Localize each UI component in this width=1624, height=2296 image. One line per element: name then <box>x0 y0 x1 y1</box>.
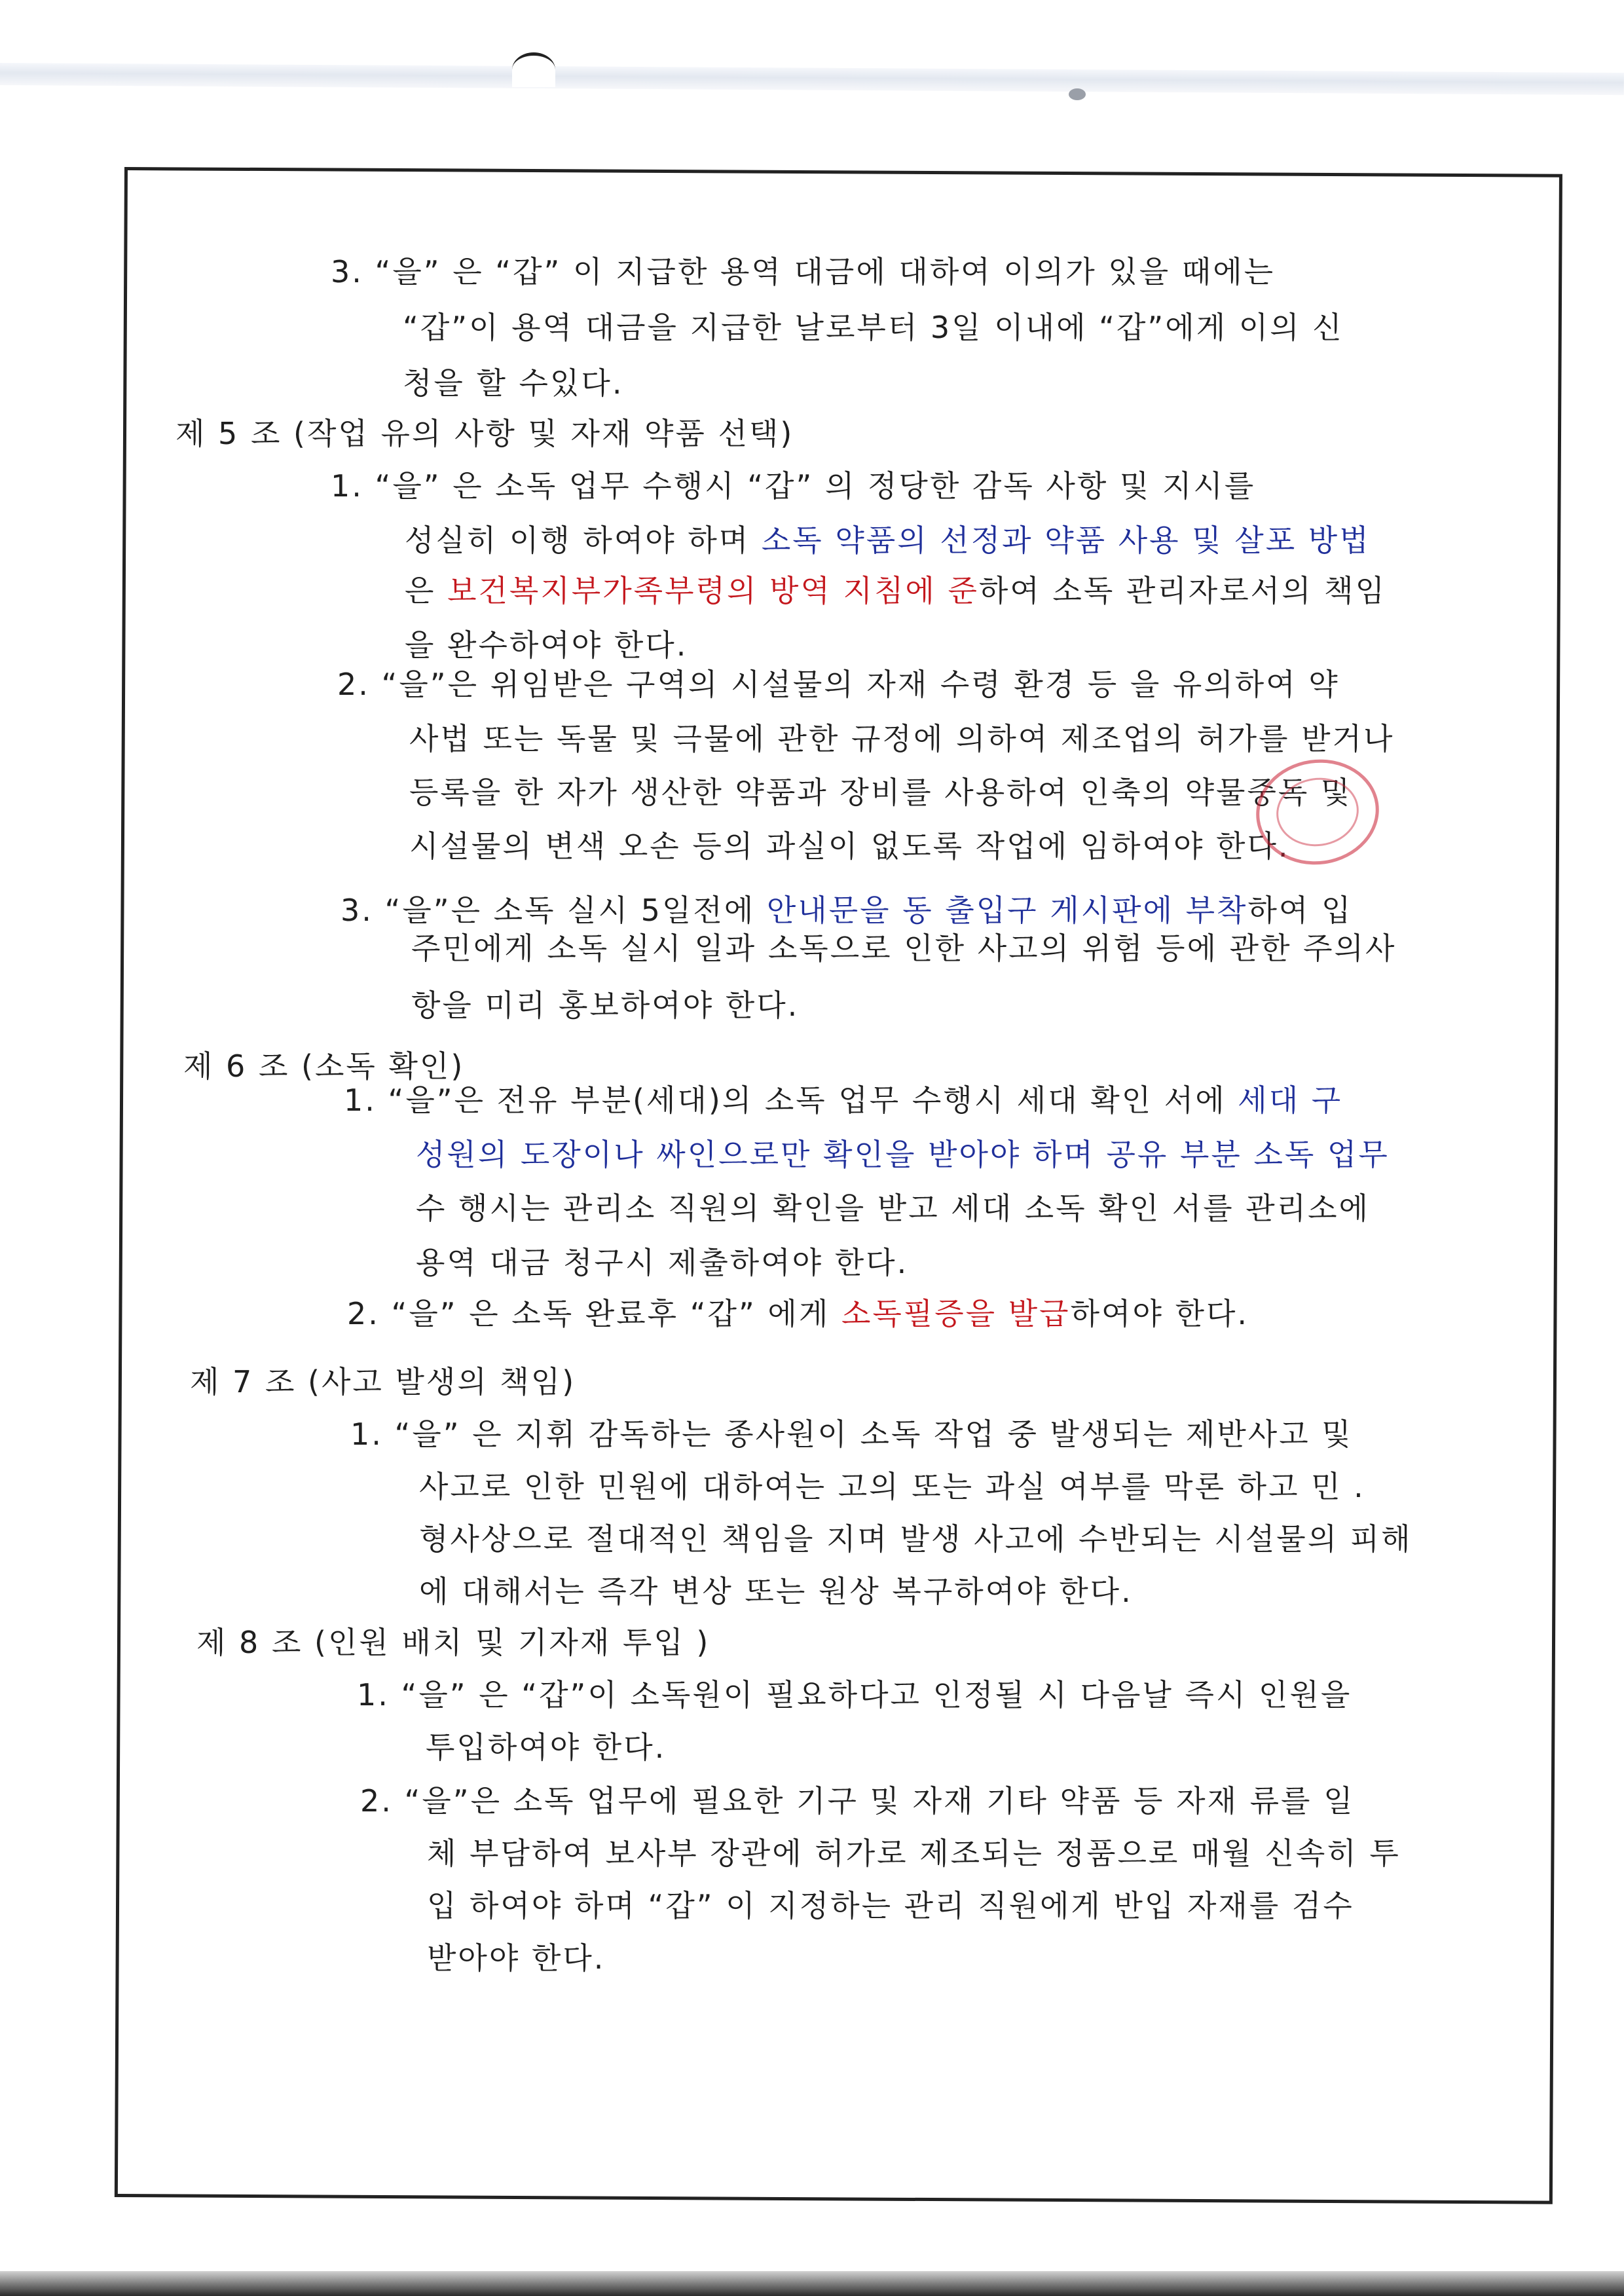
highlighted-text-red: 보건복지부가족부령의 방역 지침에 준 <box>447 573 979 608</box>
article4-item3-line2 <box>403 308 1477 347</box>
line-text: 사법 또는 독물 및 극물에 관한 규정에 의하여 제조업의 허가를 받거나 <box>409 721 1395 756</box>
line-text: 용역 대금 청구시 제출하여야 한다. <box>416 1245 909 1280</box>
line-text: 제 7 조 (사고 발생의 책임) <box>190 1364 576 1399</box>
article8-item1-line1 <box>357 1675 1509 1714</box>
line-text: 사고로 인한 민원에 대하여는 고의 또는 과실 여부를 막론 하고 민 . <box>419 1469 1365 1504</box>
line-text: 1. “을” 은 지휘 감독하는 종사원이 소독 작업 중 발생되는 제반사고 및 <box>350 1416 1353 1452</box>
article5-item2-line4 <box>409 826 1392 866</box>
line-text: 제 8 조 (인원 배치 및 기자재 투입 ) <box>196 1625 710 1660</box>
article7-title <box>190 1362 779 1401</box>
line-text: 등록을 한 자가 생산한 약품과 장비를 사용하여 인축의 약물중독 및 <box>409 775 1352 810</box>
line-text: 2. “을”은 위임받은 구역의 시설물의 자재 수령 환경 등 을 유의하여 약 <box>337 667 1340 702</box>
article8-title <box>196 1623 851 1662</box>
article8-item2-line3 <box>427 1886 1514 1925</box>
article7-item1-line3 <box>419 1519 1506 1559</box>
line-text: 을 완수하여야 한다. <box>405 627 688 663</box>
line-text: 제 6 조 (소독 확인) <box>183 1048 465 1084</box>
line-text: 3. “을”은 소독 실시 5일전에 <box>341 893 767 928</box>
article7-item1-line1 <box>350 1415 1503 1454</box>
highlighted-text-blue: 세대 구 <box>1238 1083 1343 1118</box>
article8-item2-line1 <box>360 1781 1513 1821</box>
article6-item1-line3 <box>416 1189 1496 1228</box>
red-seal-inner-ring <box>1272 773 1363 852</box>
line-text: 제 5 조 (작업 유의 사항 및 자재 약품 선택) <box>175 416 794 451</box>
article5-item1-line3 <box>405 571 1479 610</box>
article5-item3-line2 <box>411 929 1492 968</box>
article5-title <box>175 414 961 453</box>
line-text: 2. “을” 은 소독 완료후 “갑” 에게 <box>347 1296 841 1331</box>
line-text: 하여 소독 관리자로서의 책임 <box>978 573 1387 608</box>
article6-item1-line4 <box>416 1243 1005 1282</box>
line-text: 성실히 이행 하여야 하며 <box>405 523 762 558</box>
highlighted-text-blue: 안내문을 동 출입구 게시판에 부착 <box>766 893 1248 928</box>
line-text: 주민에게 소독 실시 일과 소독으로 인한 사고의 위험 등에 관한 주의사 <box>411 931 1397 966</box>
line-text: 항을 미리 홍보하여야 한다. <box>411 988 800 1023</box>
article6-item1-line1 <box>344 1081 1496 1120</box>
line-text: 시설물의 변색 오손 등의 과실이 없도록 작업에 임하여야 한다. <box>409 828 1290 864</box>
line-text: 청을 할 수있다. <box>403 365 624 401</box>
article8-item2-line2 <box>427 1834 1514 1873</box>
article4-item3-line3 <box>403 363 665 403</box>
line-text: “갑”이 용역 대금을 지급한 날로부터 3일 이내에 “갑”에게 이의 신 <box>403 310 1344 345</box>
highlighted-text-blue: 성원의 도장이나 싸인으로만 확인을 받아야 하며 공유 부분 소독 업무 <box>416 1137 1390 1172</box>
highlighted-text-red: 소독필증을 발급 <box>841 1296 1071 1331</box>
article5-item1-line1 <box>331 466 1477 506</box>
line-text: 3. “을” 은 “갑” 이 지급한 용역 대금에 대하여 이의가 있을 때에는 <box>331 254 1276 289</box>
article5-item2-line2 <box>409 719 1483 758</box>
line-text: 형사상으로 절대적인 책임을 지며 발생 사고에 수반되는 시설물의 피해 <box>419 1521 1412 1557</box>
line-text: 체 부담하여 보사부 장관에 허가로 제조되는 정품으로 매월 신속히 투 <box>427 1836 1401 1871</box>
article6-item2-line1 <box>347 1294 1421 1333</box>
article5-item3-line3 <box>411 986 935 1025</box>
article7-item1-line4 <box>419 1572 1244 1611</box>
line-text: 1. “을” 은 “갑”이 소독원이 필요하다고 인정될 시 다음날 즉시 인원을 <box>357 1677 1352 1713</box>
line-text: 투입하여야 한다. <box>426 1730 667 1765</box>
line-text: 하여 입 <box>1247 893 1353 928</box>
line-text: 받아야 한다. <box>427 1940 606 1976</box>
line-text: 수 행시는 관리소 직원의 확인을 받고 세대 소독 확인 서를 관리소에 <box>416 1191 1370 1226</box>
line-text: 1. “을” 은 소독 업무 수행시 “갑” 의 정당한 감독 사항 및 지시를 <box>331 468 1256 504</box>
line-text: 하여야 한다. <box>1070 1296 1249 1331</box>
line-text: 입 하여야 하며 “갑” 이 지정하는 관리 직원에게 반입 자재를 검수 <box>427 1888 1354 1923</box>
article7-item1-line2 <box>419 1467 1500 1506</box>
article4-item3-line1 <box>331 252 1477 291</box>
line-text: 1. “을”은 전유 부분(세대)의 소독 업무 수행시 세대 확인 서에 <box>344 1083 1238 1118</box>
highlighted-text-blue: 소독 약품의 선정과 약품 사용 및 살포 방법 <box>761 523 1371 558</box>
article8-item2-line4 <box>427 1938 754 1978</box>
article5-item3-line1 <box>341 891 1486 930</box>
line-text: 2. “을”은 소독 업무에 필요한 기구 및 자재 기타 약품 등 자재 류를 일 <box>360 1783 1355 1819</box>
article5-item1-line4 <box>405 625 798 665</box>
article6-title <box>183 1046 707 1086</box>
article8-item1-line2 <box>426 1728 819 1767</box>
article5-item2-line1 <box>337 665 1480 704</box>
line-text: 은 <box>405 573 448 608</box>
line-text: 에 대해서는 즉각 변상 또는 원상 복구하여야 한다. <box>419 1574 1133 1609</box>
article6-item1-line2 <box>416 1135 1496 1174</box>
scan-bottom-edge <box>0 2271 1624 2296</box>
article5-item1-line2 <box>405 521 1479 560</box>
